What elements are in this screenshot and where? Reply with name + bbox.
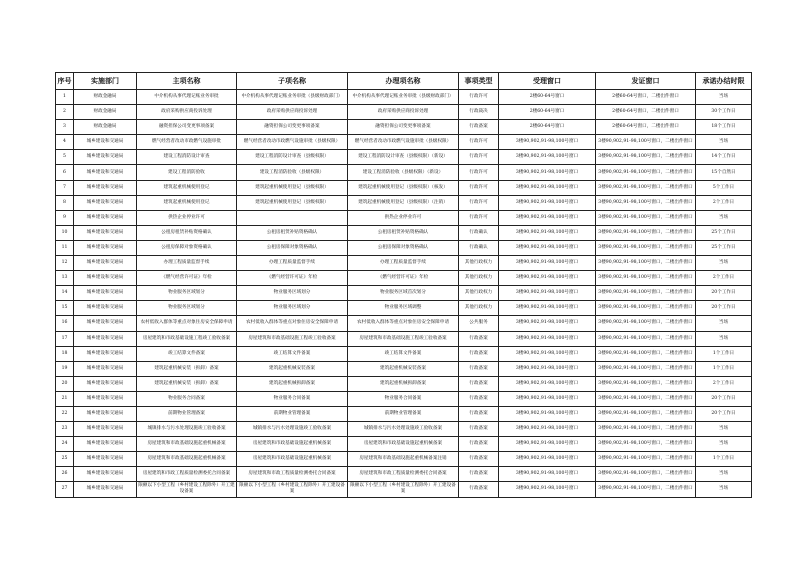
cell-issuance-window: 3楼90,902,91-98,100号窗口，二楼出件窗口 — [596, 301, 696, 316]
cell-item-type: 其他行政权力 — [459, 286, 499, 301]
cell-sub-item: 物业服务区域划分 — [237, 286, 348, 301]
header-department: 实施部门 — [74, 73, 137, 90]
cell-main-item: 中介机构从事代理记账业务审批 — [137, 90, 237, 105]
cell-time-limit: 25个工作日 — [696, 240, 752, 255]
cell-department: 城乡建设和交通局 — [74, 165, 137, 180]
cell-time-limit: 当场 — [696, 437, 752, 452]
cell-handling-item: 房屋建筑和市政工程质量检测委托合同备案 — [348, 467, 459, 482]
table-row — [56, 301, 752, 316]
table-row — [56, 467, 752, 482]
cell-acceptance-window: 3楼90,902,91-98,100号窗口 — [499, 376, 596, 391]
cell-sub-item: 建筑起重机械安装备案 — [237, 361, 348, 376]
cell-handling-item: 城镇排水与污水处理设施竣工验收备案 — [348, 422, 459, 437]
cell-handling-item: 办理工程质量监督手续 — [348, 256, 459, 271]
cell-index: 8 — [56, 195, 74, 210]
cell-time-limit: 当场 — [696, 422, 752, 437]
cell-issuance-window: 3楼90,902,91-98,100号窗口，二楼出件窗口 — [596, 150, 696, 165]
cell-time-limit: 20个工作日 — [696, 301, 752, 316]
cell-main-item: 政府采购供应商投诉处理 — [137, 105, 237, 120]
cell-main-item: 供热企业停业许可 — [137, 210, 237, 225]
cell-index: 17 — [56, 331, 74, 346]
table-row — [56, 135, 752, 150]
cell-handling-item: 竣工结算文件备案 — [348, 346, 459, 361]
table-row — [56, 256, 752, 271]
cell-acceptance-window: 2楼60-64号窗口 — [499, 90, 596, 105]
cell-issuance-window: 3楼90,902,91-98,100号窗口，二楼出件窗口 — [596, 316, 696, 331]
table-row — [56, 316, 752, 331]
cell-item-type: 行政备案 — [459, 346, 499, 361]
cell-time-limit: 当场 — [696, 467, 752, 482]
cell-handling-item: 建筑起重机械使用登记（县级权限）（核发） — [348, 180, 459, 195]
cell-department: 城乡建设和交通局 — [74, 225, 137, 240]
cell-sub-item: 前期物业管理备案 — [237, 406, 348, 421]
cell-main-item: 融资担保公司变更事项备案 — [137, 120, 237, 135]
cell-time-limit: 20个工作日 — [696, 406, 752, 421]
cell-handling-item: 供热企业停业许可 — [348, 210, 459, 225]
cell-time-limit: 5个工作日 — [696, 180, 752, 195]
table-row — [56, 361, 752, 376]
cell-department: 城乡建设和交通局 — [74, 210, 137, 225]
cell-main-item: 建设工程消防设计审查 — [137, 150, 237, 165]
cell-main-item: 农村低收入群体等重点对象住房安全保障申请 — [137, 316, 237, 331]
cell-sub-item: 中介机构从事代理记账业务审批（县级财政部门） — [237, 90, 348, 105]
table-row — [56, 376, 752, 391]
cell-item-type: 行政确认 — [459, 225, 499, 240]
cell-department: 城乡建设和交通局 — [74, 286, 137, 301]
cell-department: 城乡建设和交通局 — [74, 331, 137, 346]
cell-main-item: 燃气经营者改动市政燃气设施审批 — [137, 135, 237, 150]
table-row — [56, 286, 752, 301]
cell-acceptance-window: 3楼90,902,91-98,100号窗口 — [499, 225, 596, 240]
cell-department: 城乡建设和交通局 — [74, 437, 137, 452]
cell-time-limit: 当场 — [696, 90, 752, 105]
header-main-item: 主项名称 — [137, 73, 237, 90]
cell-main-item: 房屋建筑和市政工程质量检测委托合同备案 — [137, 467, 237, 482]
cell-handling-item: 中介机构从事代理记账业务审批（县级财政部门） — [348, 90, 459, 105]
cell-handling-item: 公租房租赁补贴资格确认 — [348, 225, 459, 240]
cell-sub-item: 物业服务合同备案 — [237, 391, 348, 406]
cell-sub-item: 建设工程消防设计审查（县级权限） — [237, 150, 348, 165]
cell-main-item: 建筑起重机械安装（拆卸）备案 — [137, 361, 237, 376]
cell-acceptance-window: 3楼90,902,91-98,100号窗口 — [499, 180, 596, 195]
cell-acceptance-window: 3楼90,902,91-98,100号窗口 — [499, 467, 596, 482]
cell-issuance-window: 3楼90,902,91-98,100号窗口，二楼出件窗口 — [596, 422, 696, 437]
cell-index: 4 — [56, 135, 74, 150]
cell-issuance-window: 3楼90,902,91-98,100号窗口，二楼出件窗口 — [596, 346, 696, 361]
header-item-type: 事项类型 — [459, 73, 499, 90]
cell-main-item: 竣工结算文件备案 — [137, 346, 237, 361]
table-row — [56, 406, 752, 421]
cell-handling-item: 房屋建筑和市政基础设施起重机械备案 — [348, 437, 459, 452]
cell-issuance-window: 3楼90,902,91-98,100号窗口，二楼出件窗口 — [596, 437, 696, 452]
cell-sub-item: 物业服务区域划分 — [237, 301, 348, 316]
cell-issuance-window: 3楼90,902,91-98,100号窗口，二楼出件窗口 — [596, 376, 696, 391]
cell-time-limit: 25个工作日 — [696, 225, 752, 240]
cell-time-limit: 当场 — [696, 256, 752, 271]
cell-handling-item: 房屋建筑和市政基础设施工程竣工验收备案 — [348, 331, 459, 346]
cell-main-item: 物业服务区域划分 — [137, 301, 237, 316]
cell-department: 城乡建设和交通局 — [74, 482, 137, 497]
cell-handling-item: 建设工程消防验收（县级权限）（新设） — [348, 165, 459, 180]
cell-index: 3 — [56, 120, 74, 135]
cell-main-item: 公租房保障对象资格确认 — [137, 240, 237, 255]
cell-index: 1 — [56, 90, 74, 105]
cell-department: 城乡建设和交通局 — [74, 150, 137, 165]
cell-index: 12 — [56, 256, 74, 271]
cell-sub-item — [237, 210, 348, 225]
cell-item-type: 行政许可 — [459, 150, 499, 165]
cell-main-item: 建设工程消防验收 — [137, 165, 237, 180]
cell-issuance-window: 3楼90,902,91-98,100号窗口，二楼出件窗口 — [596, 331, 696, 346]
table-row — [56, 391, 752, 406]
cell-item-type: 行政备案 — [459, 331, 499, 346]
cell-department: 城乡建设和交通局 — [74, 376, 137, 391]
cell-department: 城乡建设和交通局 — [74, 180, 137, 195]
cell-sub-item: 公租房保障对象资格确认 — [237, 240, 348, 255]
cell-issuance-window: 3楼90,902,91-98,100号窗口，二楼出件窗口 — [596, 467, 696, 482]
cell-handling-item: 前期物业管理备案 — [348, 406, 459, 421]
cell-index: 23 — [56, 422, 74, 437]
cell-issuance-window: 3楼90,902,91-98,100号窗口，二楼出件窗口 — [596, 135, 696, 150]
cell-issuance-window: 3楼90,902,91-98,100号窗口，二楼出件窗口 — [596, 391, 696, 406]
cell-handling-item: 政府采购供应商投诉处理 — [348, 105, 459, 120]
cell-department: 城乡建设和交通局 — [74, 422, 137, 437]
cell-item-type: 其他行政权力 — [459, 256, 499, 271]
cell-main-item: 《燃气经营许可证》年检 — [137, 271, 237, 286]
service-items-table — [55, 72, 752, 498]
cell-item-type: 行政确认 — [459, 240, 499, 255]
cell-acceptance-window: 3楼90,902,91-98,100号窗口 — [499, 316, 596, 331]
table-row — [56, 105, 752, 120]
cell-acceptance-window: 3楼90,902,91-98,100号窗口 — [499, 422, 596, 437]
cell-item-type: 行政备案 — [459, 120, 499, 135]
cell-main-item: 办理工程质量监督手续 — [137, 256, 237, 271]
cell-handling-item: 公租房保障对象资格确认 — [348, 240, 459, 255]
cell-item-type: 其他行政权力 — [459, 301, 499, 316]
table-row — [56, 180, 752, 195]
cell-item-type: 行政备案 — [459, 422, 499, 437]
cell-main-item: 建筑起重机械使用登记 — [137, 180, 237, 195]
cell-sub-item: 《燃气经营许可证》年检 — [237, 271, 348, 286]
cell-acceptance-window: 3楼90,902,91-98,100号窗口 — [499, 256, 596, 271]
cell-acceptance-window: 3楼90,902,91-98,100号窗口 — [499, 301, 596, 316]
cell-sub-item: 限额以下小型工程（乡村建设工程除外）开工建设备案 — [237, 482, 348, 497]
cell-index: 19 — [56, 361, 74, 376]
cell-main-item: 房屋建筑和市政基础设施工程竣工验收备案 — [137, 331, 237, 346]
cell-time-limit: 1个工作日 — [696, 346, 752, 361]
cell-acceptance-window: 3楼90,902,91-98,100号窗口 — [499, 391, 596, 406]
cell-index: 7 — [56, 180, 74, 195]
cell-time-limit: 18个工作日 — [696, 120, 752, 135]
cell-handling-item: 建筑起重机械使用登记（县级权限）（注销） — [348, 195, 459, 210]
cell-department: 城乡建设和交通局 — [74, 361, 137, 376]
cell-time-limit: 1个工作日 — [696, 361, 752, 376]
cell-time-limit: 30个工作日 — [696, 105, 752, 120]
cell-item-type: 行政裁决 — [459, 105, 499, 120]
cell-department: 城乡建设和交通局 — [74, 240, 137, 255]
cell-index: 22 — [56, 406, 74, 421]
cell-handling-item: 农村低收入群体等重点对象住房安全保障申请 — [348, 316, 459, 331]
cell-time-limit: 20个工作日 — [696, 391, 752, 406]
cell-time-limit: 1个工作日 — [696, 452, 752, 467]
cell-handling-item: 物业服务区域首次划分 — [348, 286, 459, 301]
cell-item-type: 行政备案 — [459, 361, 499, 376]
cell-department: 城乡建设和交通局 — [74, 346, 137, 361]
header-sub-item: 子项名称 — [237, 73, 348, 90]
cell-handling-item: 建筑起重机械安装备案 — [348, 361, 459, 376]
cell-sub-item: 竣工结算文件备案 — [237, 346, 348, 361]
cell-sub-item: 房屋建筑和市政基础设施起重机械备案 — [237, 452, 348, 467]
cell-acceptance-window: 3楼90,902,91-98,100号窗口 — [499, 210, 596, 225]
header-index: 序号 — [56, 73, 74, 90]
cell-issuance-window: 2楼60-64号窗口，二楼出件窗口 — [596, 120, 696, 135]
cell-time-limit: 当场 — [696, 210, 752, 225]
cell-main-item: 建筑起重机械安装（拆卸）备案 — [137, 376, 237, 391]
cell-item-type: 行政备案 — [459, 437, 499, 452]
cell-sub-item: 公租房租赁补贴资格确认 — [237, 225, 348, 240]
header-handling-item: 办理项名称 — [348, 73, 459, 90]
cell-main-item: 物业服务合同备案 — [137, 391, 237, 406]
table-body — [56, 90, 752, 498]
cell-time-limit: 当场 — [696, 482, 752, 497]
table-row — [56, 437, 752, 452]
service-table-sheet — [55, 72, 751, 498]
table-row — [56, 346, 752, 361]
cell-time-limit: 20个工作日 — [696, 286, 752, 301]
cell-time-limit: 当场 — [696, 316, 752, 331]
cell-acceptance-window: 3楼90,902,91-98,100号窗口 — [499, 240, 596, 255]
cell-department: 城乡建设和交通局 — [74, 256, 137, 271]
cell-item-type: 行政许可 — [459, 165, 499, 180]
cell-issuance-window: 3楼90,902,91-98,100号窗口，二楼出件窗口 — [596, 165, 696, 180]
cell-acceptance-window: 3楼90,902,91-98,100号窗口 — [499, 482, 596, 497]
cell-sub-item: 房屋建筑和市政基础设施工程竣工验收备案 — [237, 331, 348, 346]
cell-handling-item: 物业服务区域调整 — [348, 301, 459, 316]
cell-acceptance-window: 2楼60-64号窗口 — [499, 120, 596, 135]
table-row — [56, 120, 752, 135]
cell-department: 城乡建设和交通局 — [74, 271, 137, 286]
header-issuance-window: 发证窗口 — [596, 73, 696, 90]
cell-issuance-window: 3楼90,902,91-98,100号窗口，二楼出件窗口 — [596, 361, 696, 376]
cell-handling-item: 限额以下小型工程（乡村建设工程除外）开工建设备案 — [348, 482, 459, 497]
cell-acceptance-window: 3楼90,902,91-98,100号窗口 — [499, 165, 596, 180]
table-row — [56, 331, 752, 346]
cell-item-type: 公共服务 — [459, 316, 499, 331]
table-row — [56, 422, 752, 437]
cell-issuance-window: 3楼90,902,91-98,100号窗口，二楼出件窗口 — [596, 225, 696, 240]
cell-index: 27 — [56, 482, 74, 497]
cell-item-type: 行政许可 — [459, 90, 499, 105]
cell-item-type: 行政备案 — [459, 406, 499, 421]
cell-sub-item: 建筑起重机械拆卸备案 — [237, 376, 348, 391]
cell-sub-item: 房屋建筑和市政工程质量检测委托合同备案 — [237, 467, 348, 482]
cell-department: 城乡建设和交通局 — [74, 316, 137, 331]
cell-department: 城乡建设和交通局 — [74, 406, 137, 421]
cell-time-limit: 当场 — [696, 135, 752, 150]
cell-issuance-window: 2楼60-64号窗口，二楼出件窗口 — [596, 105, 696, 120]
cell-index: 16 — [56, 316, 74, 331]
cell-sub-item: 燃气经营者改动市政燃气设施审批（县级权限） — [237, 135, 348, 150]
cell-index: 24 — [56, 437, 74, 452]
cell-issuance-window: 2楼60-64号窗口，二楼出件窗口 — [596, 90, 696, 105]
cell-acceptance-window: 3楼90,902,91-98,100号窗口 — [499, 195, 596, 210]
cell-handling-item: 物业服务合同备案 — [348, 391, 459, 406]
cell-index: 20 — [56, 376, 74, 391]
table-row — [56, 482, 752, 497]
cell-main-item: 物业服务区域划分 — [137, 286, 237, 301]
cell-main-item: 前期物业管理备案 — [137, 406, 237, 421]
table-row — [56, 225, 752, 240]
cell-sub-item: 农村低收入群体等重点对象住房安全保障申请 — [237, 316, 348, 331]
cell-item-type: 其他行政权力 — [459, 271, 499, 286]
table-row — [56, 452, 752, 467]
table-row — [56, 195, 752, 210]
cell-handling-item: 建设工程消防设计审查（县级权限）（新设） — [348, 150, 459, 165]
cell-time-limit: 2个工作日 — [696, 271, 752, 286]
cell-acceptance-window: 3楼90,902,91-98,100号窗口 — [499, 286, 596, 301]
cell-department: 城乡建设和交通局 — [74, 301, 137, 316]
cell-sub-item: 建筑起重机械使用登记（县级权限） — [237, 195, 348, 210]
cell-sub-item: 政府采购供应商投诉处理 — [237, 105, 348, 120]
cell-handling-item: 《燃气经营许可证》年检 — [348, 271, 459, 286]
cell-index: 13 — [56, 271, 74, 286]
cell-department: 财政金融局 — [74, 105, 137, 120]
cell-item-type: 行政许可 — [459, 135, 499, 150]
cell-main-item: 公租房租赁补贴资格确认 — [137, 225, 237, 240]
cell-time-limit: 2个工作日 — [696, 195, 752, 210]
cell-time-limit: 14个工作日 — [696, 150, 752, 165]
cell-acceptance-window: 3楼90,902,91-98,100号窗口 — [499, 406, 596, 421]
cell-item-type: 行政备案 — [459, 376, 499, 391]
table-row — [56, 240, 752, 255]
table-row — [56, 271, 752, 286]
cell-time-limit: 15个自然日 — [696, 165, 752, 180]
cell-sub-item: 房屋建筑和市政基础设施起重机械备案 — [237, 437, 348, 452]
cell-index: 25 — [56, 452, 74, 467]
cell-acceptance-window: 3楼90,902,91-98,100号窗口 — [499, 437, 596, 452]
cell-issuance-window: 3楼90,902,91-98,100号窗口，二楼出件窗口 — [596, 452, 696, 467]
cell-department: 财政金融局 — [74, 120, 137, 135]
cell-sub-item: 办理工程质量监督手续 — [237, 256, 348, 271]
cell-department: 城乡建设和交通局 — [74, 135, 137, 150]
table-row — [56, 150, 752, 165]
cell-issuance-window: 3楼90,902,91-98,100号窗口，二楼出件窗口 — [596, 210, 696, 225]
header-acceptance-window: 受理窗口 — [499, 73, 596, 90]
cell-item-type: 行政备案 — [459, 467, 499, 482]
cell-issuance-window: 3楼90,902,91-98,100号窗口，二楼出件窗口 — [596, 180, 696, 195]
cell-sub-item: 融资担保公司变更事项备案 — [237, 120, 348, 135]
cell-item-type: 行政备案 — [459, 391, 499, 406]
cell-index: 6 — [56, 165, 74, 180]
cell-sub-item: 建筑起重机械使用登记（县级权限） — [237, 180, 348, 195]
cell-index: 18 — [56, 346, 74, 361]
cell-issuance-window: 3楼90,902,91-98,100号窗口，二楼出件窗口 — [596, 256, 696, 271]
cell-item-type: 行政许可 — [459, 210, 499, 225]
cell-time-limit: 当场 — [696, 331, 752, 346]
cell-department: 城乡建设和交通局 — [74, 467, 137, 482]
cell-acceptance-window: 3楼90,902,91-98,100号窗口 — [499, 331, 596, 346]
cell-handling-item: 融资担保公司变更事项备案 — [348, 120, 459, 135]
cell-index: 10 — [56, 225, 74, 240]
cell-index: 14 — [56, 286, 74, 301]
cell-issuance-window: 3楼90,902,91-98,100号窗口，二楼出件窗口 — [596, 406, 696, 421]
table-row — [56, 210, 752, 225]
cell-main-item: 房屋建筑和市政基础设施起重机械备案 — [137, 437, 237, 452]
cell-acceptance-window: 3楼90,902,91-98,100号窗口 — [499, 346, 596, 361]
cell-item-type: 行政许可 — [459, 195, 499, 210]
cell-acceptance-window: 3楼90,902,91-98,100号窗口 — [499, 271, 596, 286]
cell-index: 21 — [56, 391, 74, 406]
table-row — [56, 90, 752, 105]
header-time-limit: 承诺办结时限 — [696, 73, 752, 90]
cell-department: 城乡建设和交通局 — [74, 391, 137, 406]
cell-handling-item: 房屋建筑和市政基础设施起重机械备案注销 — [348, 452, 459, 467]
cell-time-limit: 2个工作日 — [696, 376, 752, 391]
cell-handling-item: 建筑起重机械拆卸备案 — [348, 376, 459, 391]
cell-department: 城乡建设和交通局 — [74, 452, 137, 467]
cell-index: 5 — [56, 150, 74, 165]
cell-acceptance-window: 3楼90,902,91-98,100号窗口 — [499, 452, 596, 467]
cell-issuance-window: 3楼90,902,91-98,100号窗口，二楼出件窗口 — [596, 286, 696, 301]
table-header-row — [56, 73, 752, 90]
cell-index: 26 — [56, 467, 74, 482]
cell-acceptance-window: 3楼90,902,91-98,100号窗口 — [499, 361, 596, 376]
cell-item-type: 行政许可 — [459, 180, 499, 195]
cell-index: 2 — [56, 105, 74, 120]
cell-main-item: 建筑起重机械使用登记 — [137, 195, 237, 210]
cell-main-item: 城镇排水与污水处理设施竣工验收备案 — [137, 422, 237, 437]
cell-issuance-window: 3楼90,902,91-98,100号窗口，二楼出件窗口 — [596, 271, 696, 286]
cell-item-type: 行政备案 — [459, 452, 499, 467]
cell-acceptance-window: 2楼60-64号窗口 — [499, 105, 596, 120]
cell-main-item: 限额以下小型工程（乡村建设工程除外）开工建设备案 — [137, 482, 237, 497]
cell-acceptance-window: 3楼90,902,91-98,100号窗口 — [499, 150, 596, 165]
cell-index: 9 — [56, 210, 74, 225]
cell-handling-item: 燃气经营者改动市政燃气设施审批（县级权限） — [348, 135, 459, 150]
cell-acceptance-window: 3楼90,902,91-98,100号窗口 — [499, 135, 596, 150]
cell-issuance-window: 3楼90,902,91-98,100号窗口，二楼出件窗口 — [596, 240, 696, 255]
cell-item-type: 行政备案 — [459, 482, 499, 497]
table-row — [56, 165, 752, 180]
cell-index: 15 — [56, 301, 74, 316]
cell-department: 财政金融局 — [74, 90, 137, 105]
cell-sub-item: 城镇排水与污水处理设施竣工验收备案 — [237, 422, 348, 437]
cell-department: 城乡建设和交通局 — [74, 195, 137, 210]
cell-issuance-window: 3楼90,902,91-98,100号窗口，二楼出件窗口 — [596, 482, 696, 497]
cell-issuance-window: 3楼90,902,91-98,100号窗口，二楼出件窗口 — [596, 195, 696, 210]
cell-index: 11 — [56, 240, 74, 255]
cell-sub-item: 建设工程消防验收（县级权限） — [237, 165, 348, 180]
cell-main-item: 房屋建筑和市政基础设施起重机械备案 — [137, 452, 237, 467]
